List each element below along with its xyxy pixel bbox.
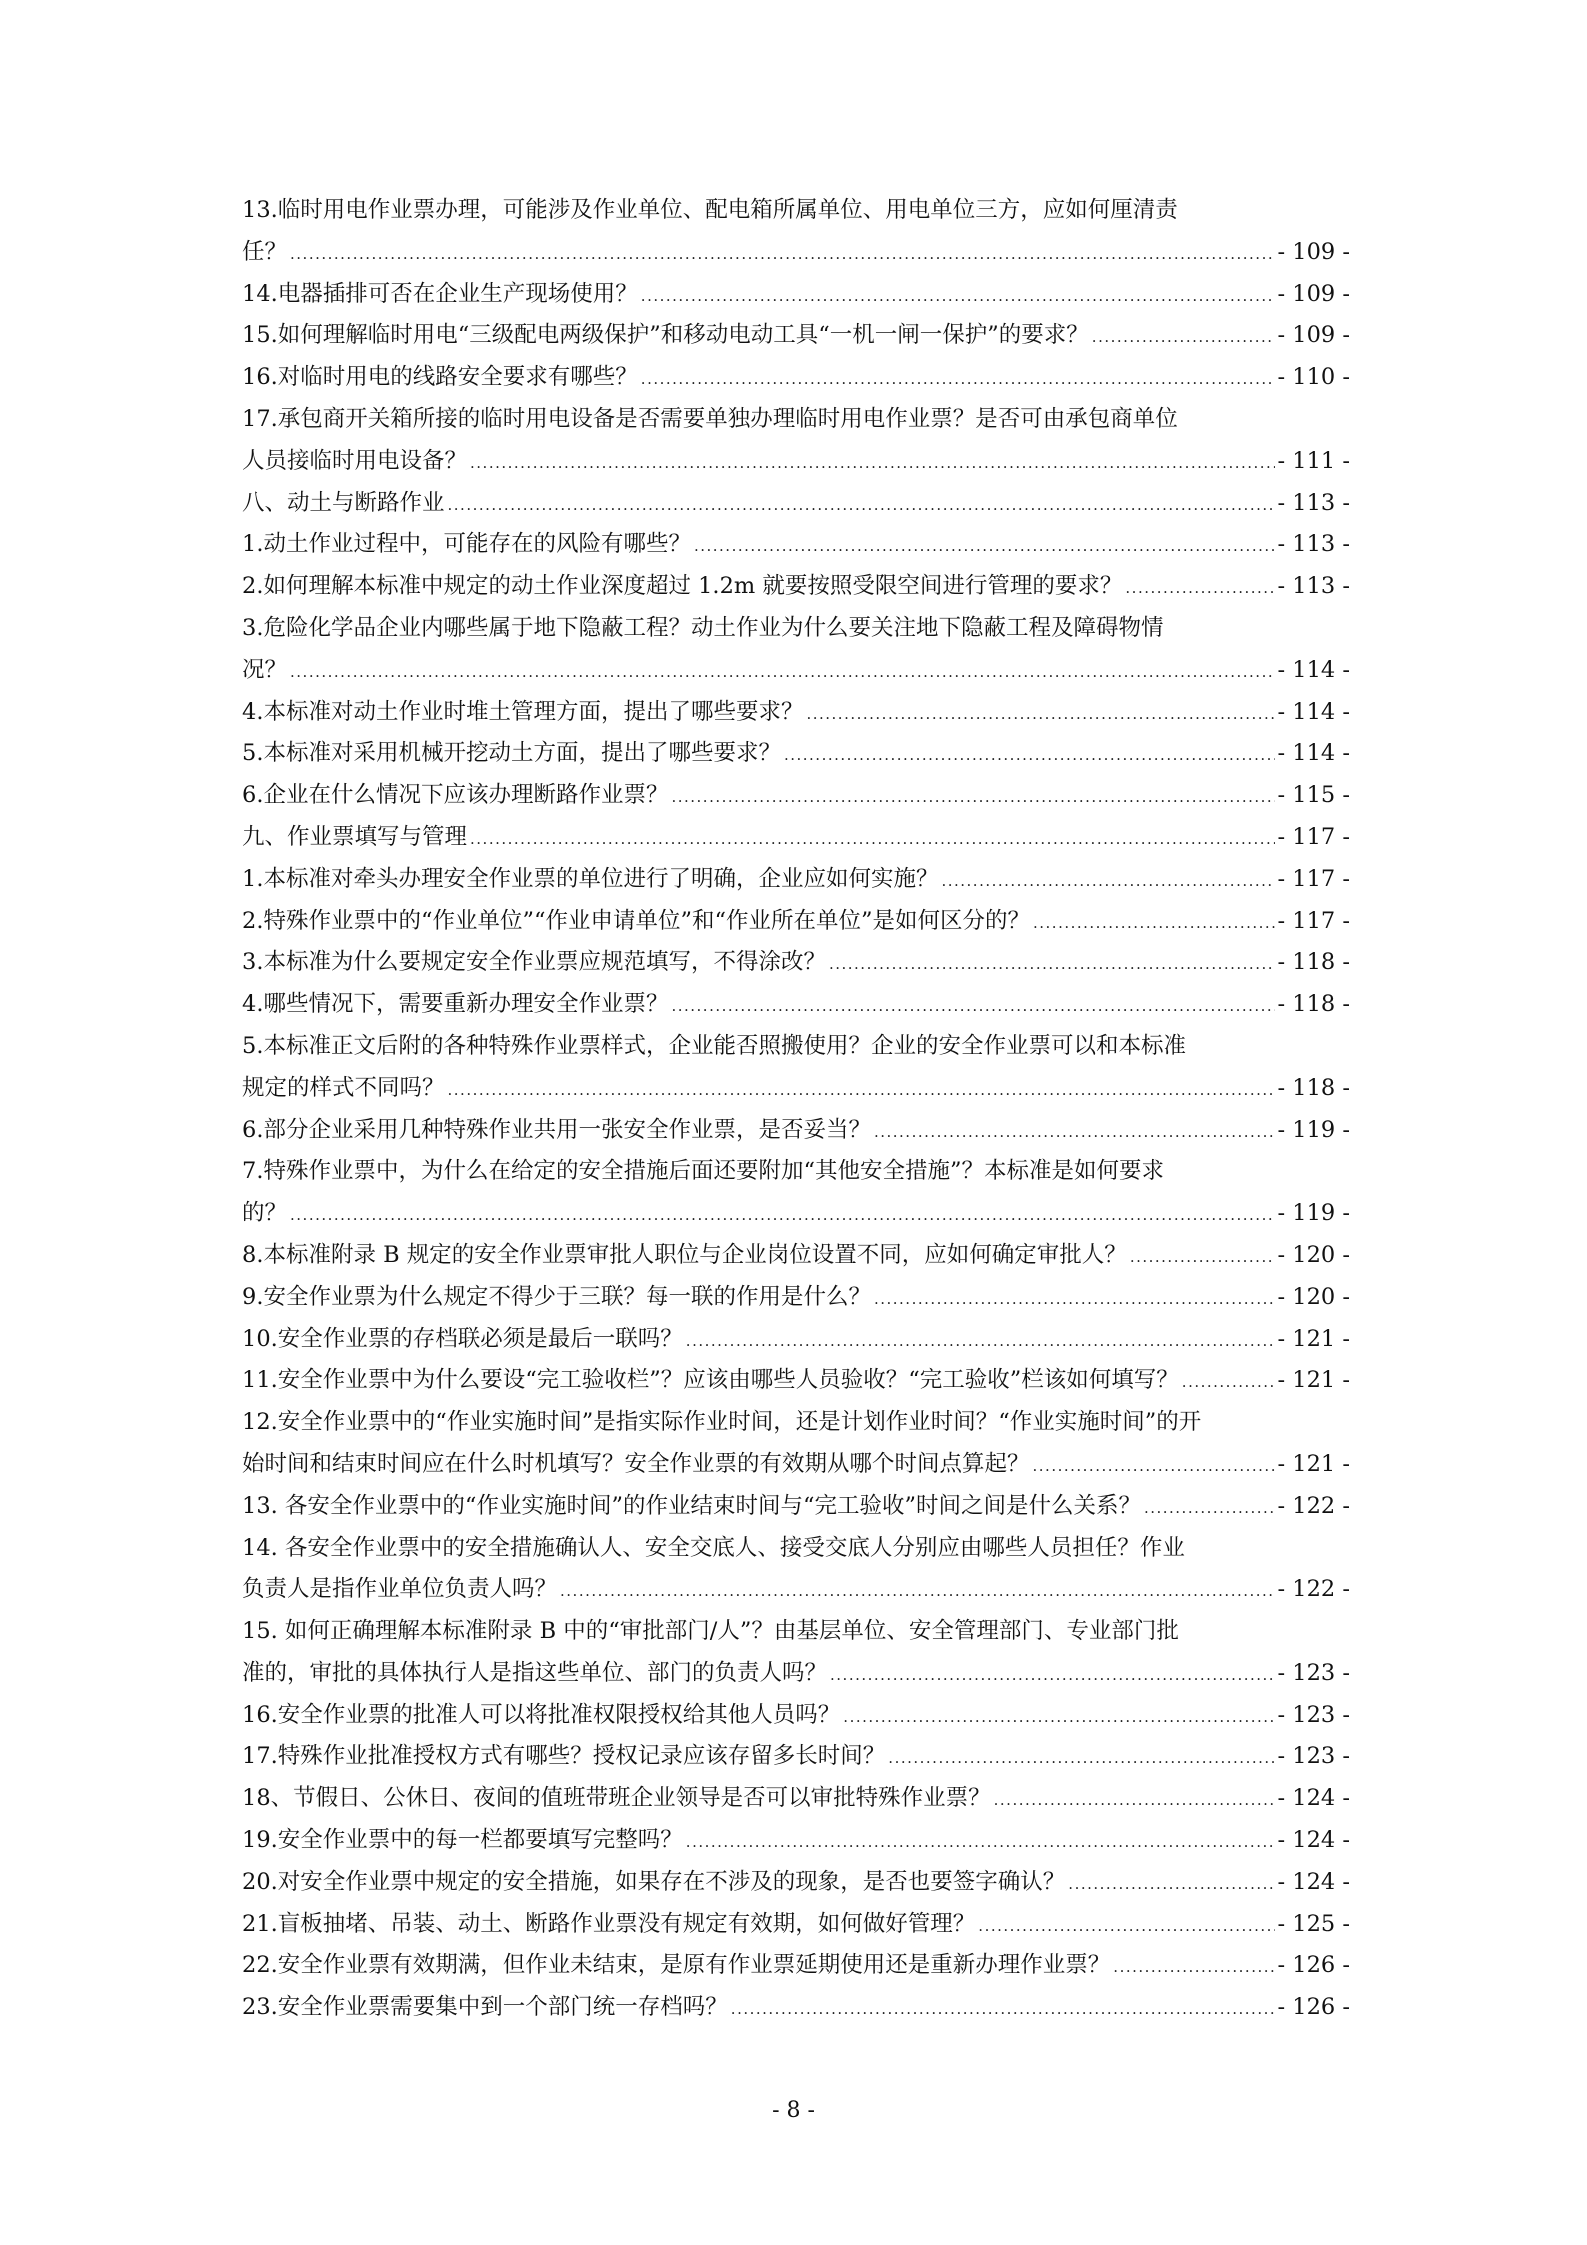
toc-entry[interactable] [242,357,1350,399]
toc-entry-title: 19.安全作业票中的每一栏都要填写完整吗？ [242,1827,683,1854]
toc-entry-title: 准的，审批的具体执行人是指这些单位、部门的负责人吗？ [242,1659,828,1686]
dot-leader [448,1070,1275,1110]
toc-entry[interactable] [242,1235,1350,1277]
toc-entry-page-number: - 113 - [1277,489,1350,516]
toc-entry-title: 6.部分企业采用几种特殊作业共用一张安全作业票，是否妥当？ [242,1116,871,1143]
toc-entry[interactable] [242,232,1350,274]
toc-entry-page-number: - 115 - [1277,782,1350,809]
toc-entry-title: 2.如何理解本标准中规定的动土作业深度超过 1.2m 就要按照受限空间进行管理的要求？ [242,573,1123,600]
toc-entry-title: 22.安全作业票有效期满，但作业未结束，是原有作业票延期使用还是重新办理作业票？ [242,1952,1111,1979]
toc-entry[interactable] [242,1611,1350,1653]
toc-entry[interactable] [242,315,1350,357]
toc-entry-page-number: - 125 - [1277,1910,1350,1937]
toc-entry-title: 10.安全作业票的存档联必须是最后一联吗？ [242,1325,683,1352]
toc-entry-title: 7.特殊作业票中，为什么在给定的安全措施后面还要附加“其他安全措施”？本标准是如何要求 [242,1158,1164,1185]
toc-entry-title: 3.本标准为什么要规定安全作业票应规范填写，不得涂改？ [242,949,826,976]
toc-entry[interactable] [242,692,1350,734]
toc-entry-page-number: - 126 - [1277,1994,1350,2021]
dot-leader [941,861,1274,901]
toc-entry-title: 5.本标准正文后附的各种特殊作业票样式，企业能否照搬使用？企业的安全作业票可以和本标准 [242,1032,1186,1059]
toc-entry-title: 1.本标准对牵头办理安全作业票的单位进行了明确，企业应如何实施？ [242,865,939,892]
toc-entry[interactable] [242,1820,1350,1862]
toc-entry-title: 4.本标准对动土作业时堆土管理方面，提出了哪些要求？ [242,698,804,725]
dot-leader [686,1822,1275,1862]
toc-entry[interactable] [242,817,1350,859]
toc-entry-title: 始时间和结束时间应在什么时机填写？安全作业票的有效期从哪个时间点算起？ [242,1450,1030,1477]
toc-entry[interactable] [242,1736,1350,1778]
toc-entry-page-number: - 121 - [1277,1450,1350,1477]
dot-leader [1113,1947,1274,1987]
toc-entry-page-number: - 124 - [1277,1785,1350,1812]
dot-leader [1125,568,1274,608]
dot-leader [843,1697,1274,1737]
toc-entry-title: 15.如何理解临时用电“三级配电两级保护”和移动电动工具“一机一闸一保护”的要求？ [242,322,1089,349]
toc-entry[interactable] [242,190,1350,232]
toc-entry-title: 12.安全作业票中的“作业实施时间”是指实际作业时间，还是计划作业时间？“作业实施时间”的开 [242,1409,1202,1436]
dot-leader [448,485,1275,525]
dot-leader [686,1321,1275,1361]
toc-entry[interactable] [242,1444,1350,1486]
toc-entry-title: 况？ [242,656,288,683]
toc-entry[interactable] [242,1778,1350,1820]
toc-entry[interactable] [242,1862,1350,1904]
toc-entry-page-number: - 118 - [1277,1074,1350,1101]
toc-entry-title: 任？ [242,238,288,265]
toc-entry-page-number: - 111 - [1277,447,1350,474]
toc-entry-page-number: - 117 - [1277,907,1350,934]
dot-leader [994,1780,1275,1820]
toc-entry-page-number: - 118 - [1277,949,1350,976]
toc-entry-title: 4.哪些情况下，需要重新办理安全作业票？ [242,991,669,1018]
toc-entry-page-number: - 121 - [1277,1367,1350,1394]
toc-entry[interactable] [242,733,1350,775]
toc-entry[interactable] [242,901,1350,943]
toc-entry[interactable] [242,775,1350,817]
dot-leader [1144,1488,1275,1528]
toc-entry-title: 八、动土与断路作业 [242,489,445,516]
dot-leader [641,359,1275,399]
toc-entry[interactable] [242,1402,1350,1444]
dot-leader [290,1195,1275,1235]
toc-entry[interactable] [242,566,1350,608]
toc-entry[interactable] [242,859,1350,901]
toc-entry-page-number: - 122 - [1277,1492,1350,1519]
dot-leader [784,735,1275,775]
toc-entry[interactable] [242,1987,1350,2029]
toc-entry[interactable] [242,1486,1350,1528]
toc-entry-page-number: - 117 - [1277,823,1350,850]
toc-entry-title: 9.安全作业票为什么规定不得少于三联？每一联的作用是什么？ [242,1283,871,1310]
toc-entry-title: 13. 各安全作业票中的“作业实施时间”的作业结束时间与“完工验收”时间之间是什么关系？ [242,1492,1141,1519]
toc-entry-page-number: - 123 - [1277,1743,1350,1770]
dot-leader [1182,1362,1275,1402]
toc-entry[interactable] [242,1945,1350,1987]
toc-entry-title: 5.本标准对采用机械开挖动土方面，提出了哪些要求？ [242,740,781,767]
toc-entry[interactable] [242,399,1350,441]
dot-leader [470,819,1275,859]
toc-entry-title: 规定的样式不同吗？ [242,1074,445,1101]
toc-entry-page-number: - 118 - [1277,991,1350,1018]
toc-entry-title: 21.盲板抽堵、吊装、动土、断路作业票没有规定有效期，如何做好管理？ [242,1910,976,1937]
dot-leader [560,1571,1275,1611]
toc-entry-page-number: - 120 - [1277,1241,1350,1268]
toc-entry-title: 16.安全作业票的批准人可以将批准权限授权给其他人员吗？ [242,1701,841,1728]
dot-leader [874,1112,1275,1152]
toc-entry-page-number: - 124 - [1277,1868,1350,1895]
dot-leader [1033,1446,1275,1486]
toc-entry-page-number: - 121 - [1277,1325,1350,1352]
toc-entry[interactable] [242,1653,1350,1695]
toc-entry-title: 16.对临时用电的线路安全要求有哪些？ [242,364,638,391]
toc-entry-title: 11.安全作业票中为什么要设“完工验收栏”？应该由哪些人员验收？“完工验收”栏该如何填写？ [242,1367,1179,1394]
toc-entry[interactable] [242,483,1350,525]
toc-entry[interactable] [242,1904,1350,1946]
toc-entry-page-number: - 110 - [1277,364,1350,391]
toc-entry-title: 17.承包商开关箱所接的临时用电设备是否需要单独办理临时用电作业票？是否可由承包商单位 [242,405,1178,432]
toc-entry[interactable] [242,1151,1350,1193]
toc-entry-page-number: - 109 - [1277,280,1350,307]
toc-entry-page-number: - 119 - [1277,1116,1350,1143]
toc-entry-title: 18、节假日、公休日、夜间的值班带班企业领导是否可以审批特殊作业票？ [242,1785,991,1812]
dot-leader [829,944,1275,984]
dot-leader [1092,317,1275,357]
toc-entry[interactable] [242,1528,1350,1570]
toc-entry[interactable] [242,1026,1350,1068]
toc-entry[interactable] [242,1068,1350,1110]
toc-entry-page-number: - 124 - [1277,1827,1350,1854]
toc-entry-page-number: - 117 - [1277,865,1350,892]
dot-leader [888,1738,1274,1778]
table-of-contents [242,190,1350,2029]
toc-entry[interactable] [242,524,1350,566]
toc-entry[interactable] [242,608,1350,650]
toc-entry[interactable] [242,984,1350,1026]
dot-leader [694,526,1275,566]
toc-entry-title: 2.特殊作业票中的“作业单位”“作业申请单位”和“作业所在单位”是如何区分的？ [242,907,1030,934]
toc-entry-title: 人员接临时用电设备？ [242,447,468,474]
toc-entry[interactable] [242,1319,1350,1361]
toc-entry-page-number: - 123 - [1277,1701,1350,1728]
dot-leader [978,1906,1274,1946]
toc-entry[interactable] [242,1110,1350,1152]
toc-entry[interactable] [242,650,1350,692]
page-number: - 8 - [772,2098,815,2123]
dot-leader [641,276,1275,316]
toc-entry[interactable] [242,1193,1350,1235]
toc-entry-title: 的？ [242,1200,288,1227]
toc-entry-page-number: - 113 - [1277,531,1350,558]
toc-entry-page-number: - 109 - [1277,238,1350,265]
toc-entry[interactable] [242,441,1350,483]
dot-leader [806,694,1274,734]
toc-entry[interactable] [242,1360,1350,1402]
dot-leader [1033,903,1275,943]
dot-leader [830,1655,1275,1695]
toc-entry[interactable] [242,1277,1350,1319]
toc-entry-page-number: - 122 - [1277,1576,1350,1603]
toc-entry-page-number: - 114 - [1277,656,1350,683]
toc-entry-title: 8.本标准附录 B 规定的安全作业票审批人职位与企业岗位设置不同，应如何确定审批人？ [242,1241,1127,1268]
toc-entry-title: 6.企业在什么情况下应该办理断路作业票？ [242,782,669,809]
toc-entry-title: 13.临时用电作业票办理，可能涉及作业单位、配电箱所属单位、用电单位三方，应如何厘清责 [242,197,1178,223]
dot-leader [731,1989,1275,2029]
dot-leader [470,443,1275,483]
toc-entry-page-number: - 114 - [1277,740,1350,767]
toc-entry-title: 23.安全作业票需要集中到一个部门统一存档吗？ [242,1994,728,2021]
toc-entry-page-number: - 119 - [1277,1200,1350,1227]
toc-entry-title: 14.电器插排可否在企业生产现场使用？ [242,280,638,307]
toc-entry-page-number: - 120 - [1277,1283,1350,1310]
dot-leader [290,652,1275,692]
toc-entry[interactable] [242,274,1350,316]
dot-leader [290,234,1275,274]
dot-leader [1068,1864,1274,1904]
toc-entry[interactable] [242,942,1350,984]
dot-leader [1130,1237,1275,1277]
toc-entry[interactable] [242,1569,1350,1611]
dot-leader [874,1279,1275,1319]
toc-entry-page-number: - 114 - [1277,698,1350,725]
toc-entry-title: 14. 各安全作业票中的安全措施确认人、安全交底人、接受交底人分别应由哪些人员担任？作业 [242,1534,1185,1561]
toc-entry-title: 15. 如何正确理解本标准附录 B 中的“审批部门/人”？由基层单位、安全管理部门、专业部门批 [242,1618,1179,1645]
toc-entry-title: 九、作业票填写与管理 [242,823,468,850]
dot-leader [671,986,1274,1026]
toc-entry[interactable] [242,1695,1350,1737]
toc-entry-title: 17.特殊作业批准授权方式有哪些？授权记录应该存留多长时间？ [242,1743,886,1770]
dot-leader [671,777,1274,817]
toc-entry-title: 3.危险化学品企业内哪些属于地下隐蔽工程？动土作业为什么要关注地下隐蔽工程及障碍物情 [242,614,1164,641]
toc-entry-page-number: - 113 - [1277,573,1350,600]
toc-entry-page-number: - 126 - [1277,1952,1350,1979]
toc-entry-title: 1.动土作业过程中，可能存在的风险有哪些？ [242,531,691,558]
toc-entry-page-number: - 123 - [1277,1659,1350,1686]
toc-entry-page-number: - 109 - [1277,322,1350,349]
toc-entry-title: 20.对安全作业票中规定的安全措施，如果存在不涉及的现象，是否也要签字确认？ [242,1868,1066,1895]
toc-entry-title: 负责人是指作业单位负责人吗？ [242,1576,558,1603]
